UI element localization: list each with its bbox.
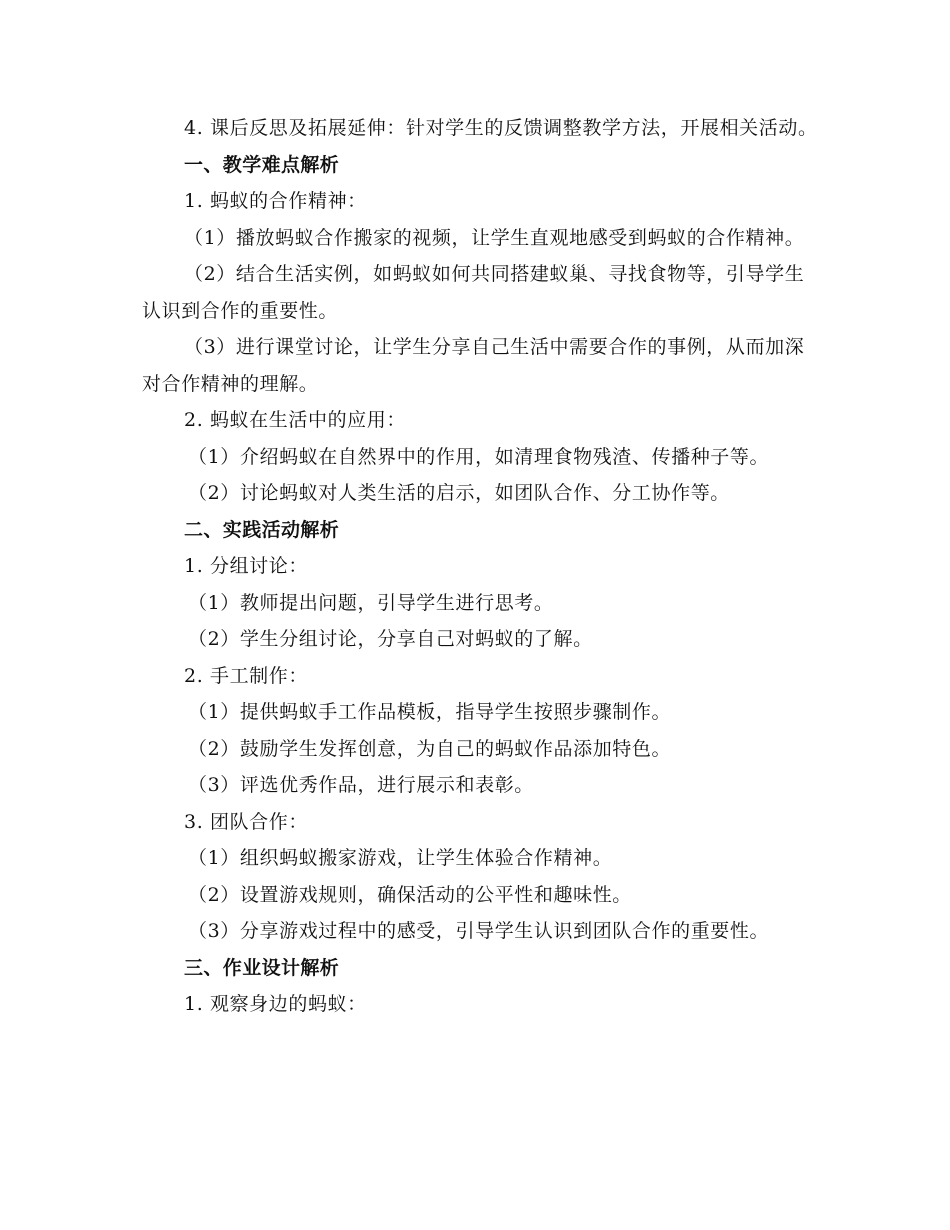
list-item: （2）设置游戏规则，确保活动的公平性和趣味性。	[188, 883, 632, 906]
list-item: （2）鼓励学生发挥创意，为自己的蚂蚁作品添加特色。	[188, 737, 672, 760]
list-item: （3）评选优秀作品，进行展示和表彰。	[188, 774, 534, 796]
list-item: （3）分享游戏过程中的感受，引导学生认识到团队合作的重要性。	[188, 920, 770, 942]
paragraph-intro: 4. 课后反思及拓展延伸：针对学生的反馈调整教学方法，开展相关活动。	[184, 117, 818, 139]
list-item: （1）组织蚂蚁搬家游戏，让学生体验合作精神。	[188, 847, 613, 869]
list-item: （2）学生分组讨论，分享自己对蚂蚁的了解。	[188, 628, 593, 650]
list-item: （1）教师提出问题，引导学生进行思考。	[188, 591, 554, 614]
list-item: 1. 观察身边的蚂蚁：	[184, 993, 367, 1015]
section-heading-2: 二、实践活动解析	[184, 518, 340, 541]
list-item: 2. 手工制作：	[184, 664, 308, 687]
paragraph: （1）播放蚂蚁合作搬家的视频，让学生直观地感受到蚂蚁的合作精神。	[184, 226, 805, 249]
paragraph: （2）结合生活实例，如蚂蚁如何共同搭建蚁巢、寻找食物等，引导学生认识到合作的重要性。	[142, 263, 805, 322]
section-heading-3: 三、作业设计解析	[184, 956, 340, 979]
list-item: （1）提供蚂蚁手工作品模板，指导学生按照步骤制作。	[188, 701, 672, 723]
paragraph: （3）进行课堂讨论，让学生分享自己生活中需要合作的事例，从而加深对合作精神的理解。	[142, 336, 805, 395]
list-item: 2. 蚂蚁在生活中的应用：	[184, 409, 406, 431]
list-item: （1）介绍蚂蚁在自然界中的作用，如清理食物残渣、传播种子等。	[188, 445, 770, 468]
list-item: 1. 分组讨论：	[184, 555, 308, 577]
list-item: 3. 团队合作：	[184, 810, 308, 833]
section-heading-1: 一、教学难点解析	[184, 153, 340, 176]
document-body	[142, 110, 822, 1023]
list-item: （2）讨论蚂蚁对人类生活的启示，如团队合作、分工协作等。	[188, 482, 730, 504]
list-item: 1. 蚂蚁的合作精神：	[184, 190, 367, 212]
